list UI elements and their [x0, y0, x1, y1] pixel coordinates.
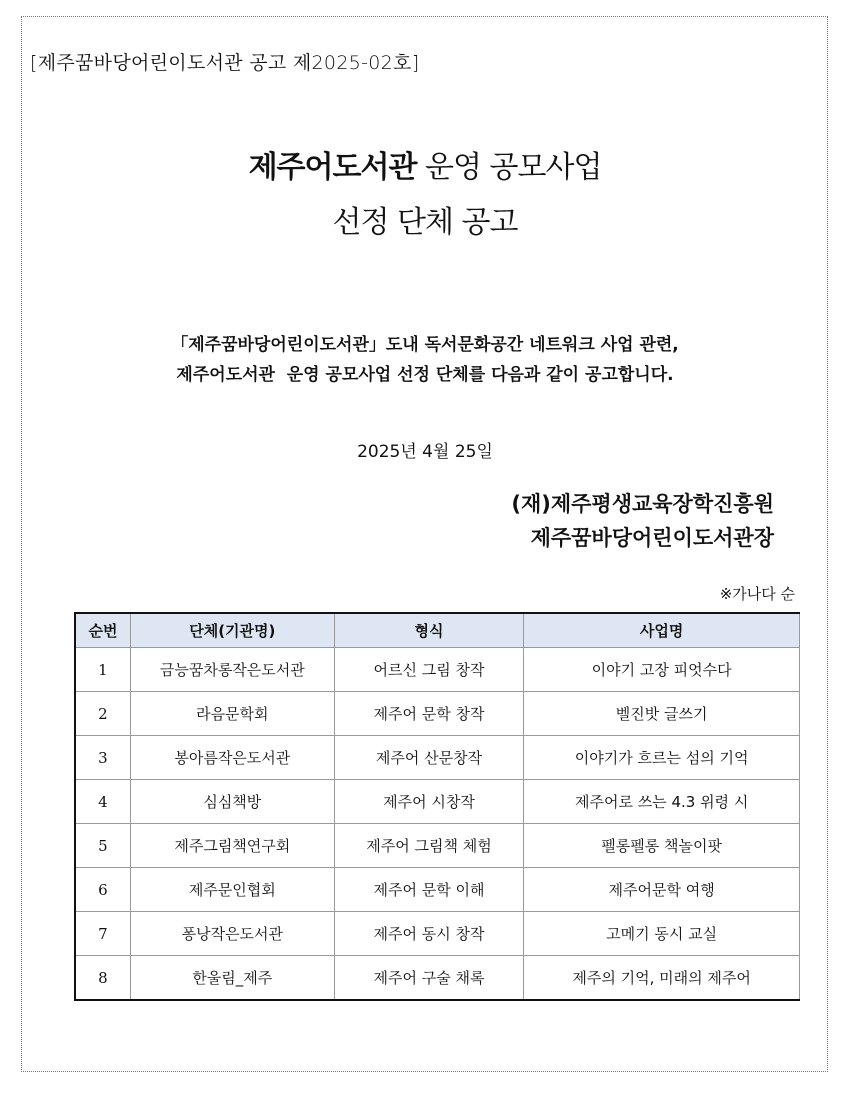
table-row: [75, 692, 800, 736]
table-row: [75, 824, 800, 868]
cell-project-name: 벨진밧 글쓰기: [524, 692, 800, 736]
cell-format: 제주어 동시 창작: [334, 912, 524, 956]
cell-format: 제주어 시창작: [334, 780, 524, 824]
cell-project-name: 이야기가 흐르는 섬의 기억: [524, 736, 800, 780]
cell-project-name: 제주어문학 여행: [524, 868, 800, 912]
announcement-date: 2025년 4월 25일: [357, 442, 493, 462]
selected-groups-table: [74, 612, 800, 1001]
title-bold-part: 제주어도서관: [248, 150, 417, 185]
cell-number: 7: [75, 912, 130, 956]
cell-group-name: 금능꿈차롱작은도서관: [130, 648, 334, 692]
header-number: 순번: [75, 613, 130, 648]
header-group-name: 단체(기관명): [130, 613, 334, 648]
cell-number: 6: [75, 868, 130, 912]
cell-project-name: 고메기 동시 교실: [524, 912, 800, 956]
table-row: [75, 912, 800, 956]
document-title-line2: 선정 단체 공고: [332, 205, 518, 240]
cell-group-name: 라음문학회: [130, 692, 334, 736]
table-row: [75, 780, 800, 824]
cell-project-name: 이야기 고장 피엇수다: [524, 648, 800, 692]
body-text-line2: 제주어도서관 운영 공모사업 선정 단체를 다음과 같이 공고합니다.: [176, 365, 674, 385]
title-regular-part: 운영 공모사업: [416, 150, 602, 185]
cell-group-name: 심심책방: [130, 780, 334, 824]
sort-order-note: ※가나다 순: [719, 585, 795, 603]
table-row: [75, 648, 800, 692]
table-row: [75, 736, 800, 780]
cell-format: 어르신 그림 창작: [334, 648, 524, 692]
notice-number: [제주꿈바당어린이도서관 공고 제2025-02호]: [30, 52, 420, 74]
cell-number: 8: [75, 956, 130, 1001]
cell-group-name: 제주문인협회: [130, 868, 334, 912]
cell-project-name: 펠롱펠롱 책놀이팟: [524, 824, 800, 868]
cell-format: 제주어 그림책 체험: [334, 824, 524, 868]
issuer-title: 제주꿈바당어린이도서관장: [530, 526, 774, 550]
cell-format: 제주어 문학 창작: [334, 692, 524, 736]
cell-group-name: 제주그림책연구회: [130, 824, 334, 868]
cell-group-name: 한울림_제주: [130, 956, 334, 1001]
issuer-organization: (재)제주평생교육장학진흥원: [511, 492, 774, 516]
header-format: 형식: [334, 613, 524, 648]
cell-format: 제주어 문학 이해: [334, 868, 524, 912]
cell-project-name: 제주의 기억, 미래의 제주어: [524, 956, 800, 1001]
cell-number: 3: [75, 736, 130, 780]
table-row: [75, 868, 800, 912]
cell-number: 4: [75, 780, 130, 824]
cell-format: 제주어 구술 채록: [334, 956, 524, 1001]
cell-number: 1: [75, 648, 130, 692]
header-project-name: 사업명: [524, 613, 800, 648]
table-header-row: [75, 613, 800, 648]
cell-group-name: 봉아름작은도서관: [130, 736, 334, 780]
cell-number: 2: [75, 692, 130, 736]
document-title-line1: [0, 142, 850, 186]
cell-group-name: 퐁낭작은도서관: [130, 912, 334, 956]
body-text-line1: 「제주꿈바당어린이도서관」도내 독서문화공간 네트워크 사업 관련,: [171, 335, 679, 355]
cell-format: 제주어 산문창작: [334, 736, 524, 780]
cell-number: 5: [75, 824, 130, 868]
table-row: [75, 956, 800, 1001]
cell-project-name: 제주어로 쓰는 4.3 위령 시: [524, 780, 800, 824]
